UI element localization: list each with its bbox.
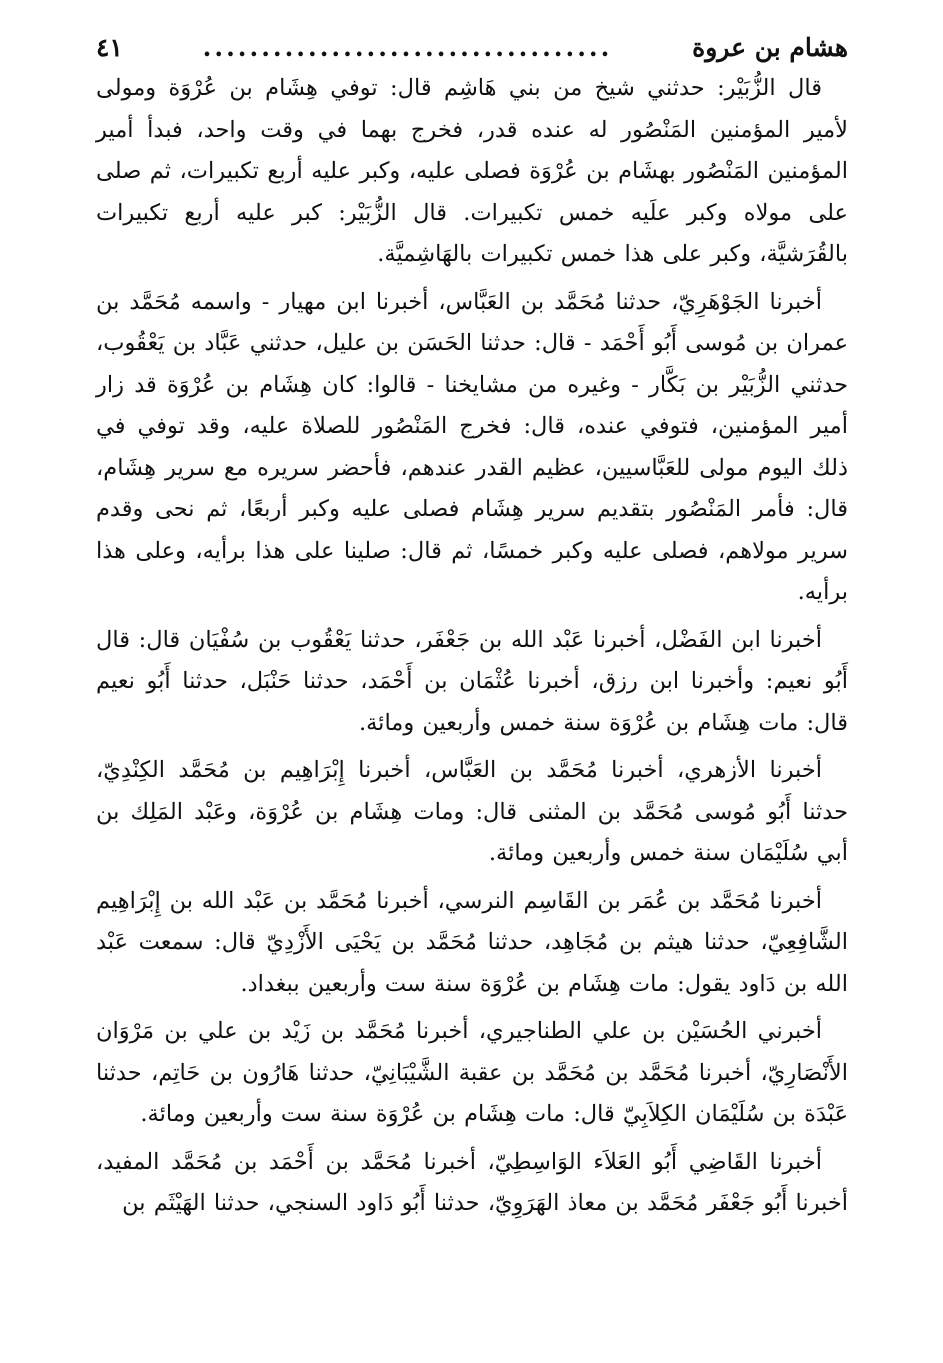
- paragraph: أخبرنا الأزهري، أخبرنا مُحَمَّد بن العَبَّاس، أخبرنا إِبْرَاهِيم بن مُحَمَّد الكِنْدِيّ، حدثنا أَبُو مُوسى مُحَمَّد بن المثنى قال: ومات هِشَام بن عُرْوَة، وعَبْد المَلِك بن أبي سُلَيْمَان سنة خمس وأربعين ومائة.: [96, 757, 848, 866]
- running-title: هشام بن عروة: [692, 33, 848, 62]
- paragraph: أخبرنا القَاضِي أَبُو العَلاَء الوَاسِطِيّ، أخبرنا مُحَمَّد بن أَحْمَد بن مُحَمَّد المفيد، أخبرنا أَبُو جَعْفَر مُحَمَّد بن معاذ الهَرَوِيّ، حدثنا أَبُو دَاود السنجي، حدثنا الهَيْثَم بن: [96, 1148, 848, 1216]
- body-text: [96, 68, 848, 1225]
- paragraph: أخبرني الحُسَيْن بن علي الطناجيري، أخبرنا مُحَمَّد بن زَيْد بن علي بن مَرْوَان الأَنْصَارِيّ، أخبرنا مُحَمَّد بن مُحَمَّد بن عقبة الشَّيْبَانِيّ، حدثنا هَارُون بن حَاتِم، حدثنا عَبْدَة بن سُلَيْمَان الكِلاَبِيّ قال: مات هِشَام بن عُرْوَة سنة ست وأربعين ومائة.: [96, 1018, 848, 1127]
- running-header: [96, 30, 848, 68]
- book-page: [96, 30, 848, 1231]
- paragraph: أخبرنا الجَوْهَرِيّ، حدثنا مُحَمَّد بن العَبَّاس، أخبرنا ابن مهيار - واسمه مُحَمَّد بن عمران بن مُوسى أَبُو أَحْمَد - قال: حدثنا الحَسَن بن عليل، حدثني عَبَّاد بن يَعْقُوب، حدثني الزُّبَيْر بن بَكَّار - وغيره من مشايخنا - قالوا: كان هِشَام بن عُرْوَة قد زار أمير المؤمنين، فتوفي عنده، قال: فخرج المَنْصُور للصلاة عليه، وقد توفي في ذلك اليوم مولى للعَبَّاسيين، عظيم القدر عندهم، فأحضر سريره مع سرير هِشَام، قال: فأمر المَنْصُور بتقديم سرير هِشَام فصلى عليه وكبر أربعًا، ثم نحى وقدم سرير مولاهم، فصلى عليه وكبر خمسًا، ثم قال: صلينا على هذا برأيه، وعلى هذا برأيه.: [96, 288, 848, 605]
- paragraph: أخبرنا مُحَمَّد بن عُمَر بن القَاسِم النرسي، أخبرنا مُحَمَّد بن عَبْد الله بن إِبْرَاهِيم الشَّافِعِيّ، حدثنا هيثم بن مُجَاهِد، حدثنا مُحَمَّد بن يَحْيَى الأَزْدِيّ قال: سمعت عَبْد الله بن دَاود يقول: مات هِشَام بن عُرْوَة سنة ست وأربعين ببغداد.: [96, 887, 848, 997]
- paragraph: أخبرنا ابن الفَضْل، أخبرنا عَبْد الله بن جَعْفَر، حدثنا يَعْقُوب بن سُفْيَان قال: قال أَبُو نعيم: وأخبرنا ابن رزق، أخبرنا عُثْمَان بن أَحْمَد، حدثنا حَنْبَل، حدثنا أَبُو نعيم قال: مات هِشَام بن عُرْوَة سنة خمس وأربعين ومائة.: [96, 626, 848, 736]
- leader-dots: ...................................: [202, 33, 613, 62]
- paragraph: قال الزُّبَيْر: حدثني شيخ من بني هَاشِم قال: توفي هِشَام بن عُرْوَة ومولى لأمير المؤمنين المَنْصُور له عنده قدر، فخرج بهما في وقت واحد، فبدأ أمير المؤمنين المَنْصُور بهشَام بن عُرْوَة فصلى عليه، وكبر عليه أربع تكبيرات، ثم صلى على مولاه وكبر علَيه خمس تكبيرات. قال الزُّبَيْر: كبر عليه أربع تكبيرات بالقُرَشيَّة، وكبر على هذا خمس تكبيرات بالهَاشِميَّة.: [96, 75, 848, 267]
- page-number: ٤١: [96, 33, 123, 62]
